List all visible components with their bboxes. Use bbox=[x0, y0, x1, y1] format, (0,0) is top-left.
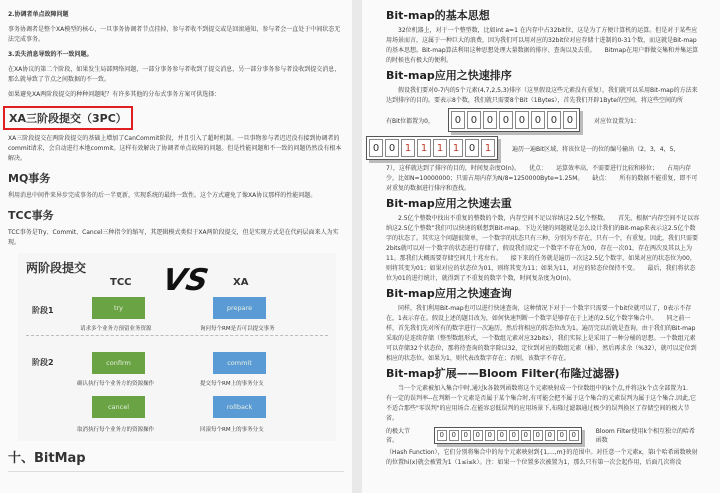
diagram-title: 两阶段提交 bbox=[26, 261, 87, 275]
text: 对应位设置为1： bbox=[593, 117, 640, 125]
cancel-box: cancel bbox=[92, 396, 145, 418]
stage-2-label: 阶段2 bbox=[32, 358, 54, 367]
bit-cell: 0 bbox=[473, 430, 483, 441]
confirm-box: confirm bbox=[92, 352, 145, 374]
bit-cell: 0 bbox=[449, 430, 459, 441]
bit-cell: 0 bbox=[499, 111, 513, 129]
paragraph: 2.5亿个整数中找出不重复的整数的个数，内存空间不足以容纳这2.5亿个整数。 首先，根据“内存空间不足以容纳这2.5亿个整数”我们可以快速的联想到Bit-map。下边关键的问题就是怎么设计我们的Bit-map来表示这2.5亿个数字的状态了。其实这个问题很简单，一个数字的状态只有三种，分别为不存在，只有一个，有重复。因此，我们只需要2bits就可以对一个数字的状态进行存储了，假设我们设定一个数字不存在为00，存在一次01，存在两次及其以上为11。那我们大概需要存储空间几十兆左右。 接下来的任务就是遍历一次这2.5亿个数字，如果对应的状态位为00，则将其变为01；如果对应的状态位为01，则将其变为11；如果为11，对应的转态位保持不变。 最后，我们将状态位为01的进行统计，就得到了不重复的数字个数，时间复杂度为O(n)。 bbox=[386, 215, 700, 282]
paragraph: 如果避免XA两阶段提交的种种问题呢？有许多其他的分布式事务方案可供选择： bbox=[8, 91, 221, 98]
bit-cell: 0 bbox=[509, 430, 519, 441]
bit-cell: 0 bbox=[467, 111, 481, 129]
bit-array-zero bbox=[448, 108, 580, 132]
try-box: try bbox=[92, 297, 145, 319]
paragraph: 假设我们要对0-7内的5个元素(4,7,2,5,3)排序（这里假设这些元素没有重复），我们就可以采用Bit-map的方法来达到排序的目的。要表示8个数，我们就只需要8个Bit（1Bytes），首先我们开辟1Byte的空间，将这些空间的所 bbox=[386, 87, 698, 104]
heading-coordinator-failure: 2.协调者单点故障问题 bbox=[8, 11, 69, 18]
bit-cell: 0 bbox=[515, 111, 529, 129]
bit-cell: 0 bbox=[497, 430, 507, 441]
bit-cell: 0 bbox=[547, 111, 561, 129]
bit-cell: 0 bbox=[483, 111, 497, 129]
paragraph: 32位机器上，对于一个整型数，比如int a=1 在内存中占32bit位，这是为了方便计算机的运算。但是对于某些应用场景而言，这属于一种巨大的浪费，因为我们可以用对应的32bit位对应存储十进制的0-31个数，而这就是Bit-map的基本思想。Bit-map算法利用这种思想处理大量数据的排序、查询以及去重。 Bitmap在用户群做交集和并集运算的时候也有极大的便利。 bbox=[386, 27, 699, 64]
bit-cell: 0 bbox=[437, 430, 447, 441]
column-xa: XA bbox=[233, 277, 249, 288]
bit-cell: 1 bbox=[433, 139, 447, 157]
heading-tcc: TCC事务 bbox=[8, 209, 54, 222]
paragraph: 同样，我们利用Bit-map也可以进行快速查询，这种情况下对于一个数字只需要一个bit位就可以了，0表示不存在，1表示存在。假设上述的题目改为，如何快速判断一个数字是够存在于上述的2.5亿个数字集合中。 同之前一样，首先我们先对所有的数字进行一次遍历，然后将相应的转态位改为1。遍历完以后就是查询，由于我们的Bit-map采取的是连续存储（整型数组形式，一个数组元素对应32bits），我们实际上是采用了一种分桶的思想。一个数组元素可以存储32个状态位，那将待查询的数字除以32，定位到对应的数组元素（桶），然后再求余（%32），就可以定位到相应的状态位。如果为1，则代表改数字存在；否则，该数字不存在。 bbox=[386, 305, 697, 362]
heading-bitmap-section: 十、BitMap bbox=[8, 447, 344, 472]
commit-box: commit bbox=[213, 352, 266, 374]
text: 有Bit位都置为0， bbox=[386, 117, 434, 125]
commit-description: 提交每个RM上的事务分支 bbox=[200, 381, 264, 387]
paragraph: （Hash Function），它们分别将集合中的每个元素映射到{1,...,m}的范围中。对任意一个元素x，第i个哈希函数映射的位置hi(x)就会被置为1（1≤i≤k）。注：如果一个位置多次被置为1，那么只有第一次会起作用，后面几次将没 bbox=[386, 449, 698, 466]
heading-bloom-filter: Bit-map扩展——Bloom Filter(布隆过滤器) bbox=[386, 367, 620, 380]
bit-cell: 0 bbox=[385, 139, 399, 157]
bit-cell: 0 bbox=[563, 111, 577, 129]
try-description: 请求多个业务方预留业务资源 bbox=[80, 326, 152, 332]
bits-zero-row bbox=[386, 108, 700, 132]
bit-cell: 1 bbox=[449, 139, 463, 157]
bit-cell: 0 bbox=[545, 430, 555, 441]
heading-lost-message: 3.丢失消息导致的不一致问题。 bbox=[8, 51, 93, 58]
bit-cell: 1 bbox=[401, 139, 415, 157]
text: 的极大节省。 bbox=[386, 428, 411, 444]
vs-logo: VS bbox=[159, 263, 211, 298]
prepare-box: prepare bbox=[213, 297, 266, 319]
cancel-description: 取消执行每个业务方的资源操作 bbox=[77, 427, 155, 433]
bit-cell: 1 bbox=[417, 139, 431, 157]
confirm-description: 确认执行每个业务方的资源操作 bbox=[77, 381, 155, 387]
stage-1-label: 阶段1 bbox=[32, 306, 54, 315]
right-page bbox=[362, 0, 720, 493]
rollback-description: 回滚每个RM上的事务分支 bbox=[200, 427, 264, 433]
text: 遍历一遍Bit区域，将该位是一的位的编号输出（2，3，4，5， bbox=[512, 145, 680, 153]
bits-set-row bbox=[366, 136, 700, 160]
paragraph: TCC事务是Try、Commit、Cancel三种指令的缩写，其逻辑模式类似于XA两阶段提交，但是实现方式是在代码层面来人为实现。 bbox=[8, 229, 339, 246]
paragraph: 在XA协议的第二个阶段，如果发生局部网络问题，一部分事务参与者收到了提交消息，另一部分事务参与者没收到提交消息，那么就导致了节点之间数据的不一致。 bbox=[8, 66, 341, 83]
bloom-row bbox=[386, 426, 700, 444]
left-page bbox=[0, 0, 352, 493]
bloom-bit-array bbox=[434, 427, 582, 444]
heading-mq: MQ事务 bbox=[8, 172, 51, 185]
heading-bitmap-query: Bit-map应用之快速查询 bbox=[386, 287, 512, 300]
paragraph: 事务协调者是整个XA模型的核心，一旦事务协调者节点挂掉，参与者收不到提交或是回滚通知，参与者会一直处于中间状态无法完成事务。 bbox=[8, 26, 341, 43]
heading-bitmap-sort: Bit-map应用之快速排序 bbox=[386, 69, 512, 82]
bit-cell: 0 bbox=[465, 139, 479, 157]
bit-cell: 0 bbox=[451, 111, 465, 129]
bit-array-set bbox=[366, 136, 498, 160]
paragraph: XA三阶段提交在两阶段提交的基础上增加了CanCommit阶段，并且引入了超时机制。一旦事物参与者迟迟没有接到协调者的commit请求，会自动进行本地commit。这样有效解决了协调者单点故障的问题。但是性能问题和不一致的问题仍然没有根本解决。 bbox=[8, 135, 342, 162]
paragraph: 7），这样就达到了排序的目的，时间复杂度O(n)。 优点： 运算效率高，不需要进行比较和移位； 占用内存少，比如N=10000000；只需占用内存为N/8=1250000Byte=1.25M。 缺点： 所有的数据不能重复，即不可对重复的数据进行排序和查找。 bbox=[386, 165, 698, 192]
heading-bitmap-dedupe: Bit-map应用之快速去重 bbox=[386, 197, 512, 210]
paragraph: 利用消息中间件来异步完成事务的后一半更新，实现系统的最终一致性。这个方式避免了像XA协议那样的性能问题。 bbox=[8, 192, 317, 199]
bit-cell: 0 bbox=[533, 430, 543, 441]
prepare-description: 询问每个RM是否可以提交事务 bbox=[200, 326, 275, 332]
bit-cell: 0 bbox=[531, 111, 545, 129]
heading-xa-3pc-highlighted: XA三阶段提交（3PC） bbox=[3, 106, 133, 130]
bit-cell: 0 bbox=[557, 430, 567, 441]
stage-divider bbox=[26, 335, 328, 336]
bit-cell: 0 bbox=[369, 139, 383, 157]
rollback-box: rollback bbox=[213, 396, 266, 418]
column-tcc: TCC bbox=[110, 277, 132, 288]
bit-cell: 0 bbox=[461, 430, 471, 441]
tcc-vs-xa-diagram bbox=[18, 253, 336, 441]
bit-cell: 1 bbox=[481, 139, 495, 157]
paragraph: 当一个元素被加入集合中时,通过k各散列函数将这个元素映射成一个位数组中的k个点,并将这k个点全部置为1. 有一定的误判率--在判断一个元素是否属于某个集合时,有可能会把不属于这个集合的元素误判为属于这个集合.因此,它不适合那些"零误判"的应用场合.在能容忍低误判的应用场景下,布隆过滤器通过极少的误判换区了存储空间的极大节省。 bbox=[386, 385, 700, 422]
bit-cell: 0 bbox=[485, 430, 495, 441]
text: Bloom Filter使用k个相互独立的哈希函数 bbox=[595, 428, 695, 444]
bit-cell: 0 bbox=[521, 430, 531, 441]
bit-cell: 0 bbox=[569, 430, 579, 441]
heading-bitmap-basic: Bit-map的基本思想 bbox=[386, 9, 490, 22]
